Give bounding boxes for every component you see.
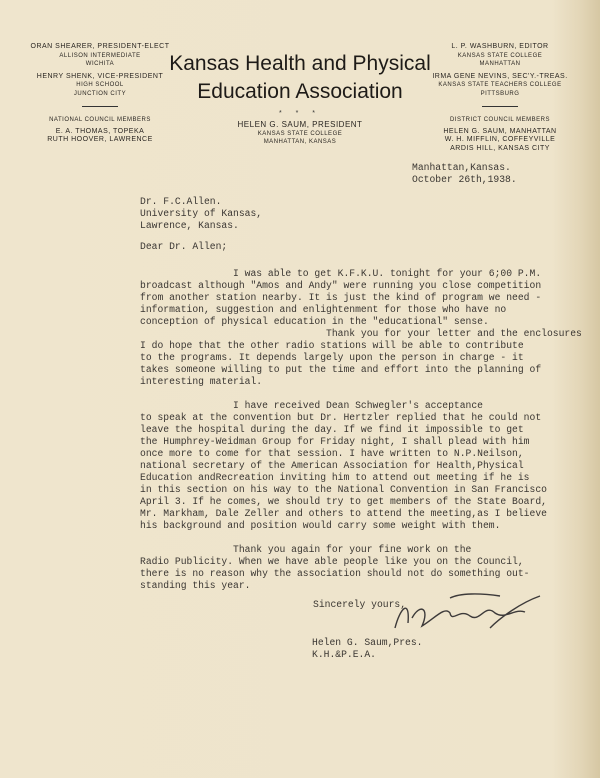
officer-affiliation: HIGH SCHOOL <box>76 82 124 88</box>
text-line: broadcast although "Amos and Andy" were running you close competition <box>140 280 542 291</box>
handwritten-signature <box>390 588 550 638</box>
text-line: I do hope that the other radio stations will be able to contribute <box>140 340 524 351</box>
title-line: Kansas Health and Physical <box>169 52 431 75</box>
text-line: information, suggestion and enlightenment for those who have no <box>140 304 507 315</box>
text-line: his background and position would carry some weight with them. <box>140 520 501 531</box>
letterhead-center <box>160 121 440 147</box>
text-line: interesting material. <box>140 376 263 387</box>
paragraph <box>140 328 582 388</box>
paragraph <box>140 400 547 532</box>
officer-name: L. P. WASHBURN, EDITOR <box>451 43 549 50</box>
text-line: University of Kansas, <box>140 208 263 219</box>
association-title <box>160 50 440 106</box>
dateline <box>412 162 517 186</box>
officer-name: HENRY SHENK, VICE-PRESIDENT <box>36 72 164 80</box>
salutation <box>140 241 227 253</box>
ornament: * * * <box>278 110 322 117</box>
council-member: W. H. MIFFLIN, COFFEYVILLE <box>444 136 556 143</box>
signature-block <box>312 637 422 661</box>
text-line: Mr. Markham, Dale Zeller and others to attend the meeting,as I believe <box>140 508 547 519</box>
text-line: Dear Dr. Allen; <box>140 241 228 252</box>
officer-affiliation: ALLISON INTERMEDIATE <box>59 52 141 59</box>
council-heading: NATIONAL COUNCIL MEMBERS <box>49 117 151 123</box>
text-line: Helen G. Saum,Pres. <box>312 637 423 648</box>
president-affiliation: KANSAS STATE COLLEGE <box>257 130 343 137</box>
council-member: E. A. THOMAS, TOPEKA <box>55 127 145 135</box>
text-line: there is no reason why the association should not do something out- <box>140 568 530 579</box>
text-line: Thank you for your letter and the enclosures <box>140 328 582 339</box>
paragraph <box>140 268 541 328</box>
text-line: once more to come for that session. I have written to N.P.Neilson, <box>140 448 524 459</box>
officer-affiliation: KANSAS STATE COLLEGE <box>457 52 543 59</box>
text-line: Lawrence, Kansas. <box>140 220 239 231</box>
text-line: from another station nearby. It is just the kind of program we need - <box>140 292 542 303</box>
text-line: to speak at the convention but Dr. Hertzler replied that he could not <box>140 412 542 423</box>
letterhead-right <box>430 43 570 153</box>
text-line: K.H.&P.E.A. <box>312 649 376 660</box>
president-city: MANHATTAN, KANSAS <box>263 139 337 145</box>
text-line: October 26th,1938. <box>412 174 517 185</box>
text-line: Thank you again for your fine work on the <box>140 544 472 555</box>
officer-name: ORAN SHEARER, PRESIDENT-ELECT <box>30 43 170 50</box>
text-line: I was able to get K.F.K.U. tonight for your 6;00 P.M. <box>140 268 542 279</box>
president-name: HELEN G. SAUM, PRESIDENT <box>237 120 363 129</box>
divider <box>82 106 118 107</box>
divider <box>482 106 518 107</box>
text-line: to the programs. It depends largely upon the person in charge - it <box>140 352 524 363</box>
officer-city: MANHATTAN <box>479 61 521 67</box>
text-line: Education andRecreation inviting him to attend out meeting if he is <box>140 472 530 483</box>
officer-name: IRMA GENE NEVINS, SEC'Y.-TREAS. <box>432 72 568 80</box>
text-line: I have received Dean Schwegler's acceptance <box>140 400 483 411</box>
text-line: the Humphrey-Weidman Group for Friday night, I shall plead with him <box>140 436 530 447</box>
council-heading: DISTRICT COUNCIL MEMBERS <box>449 117 550 123</box>
text-line: national secretary of the American Association for Health,Physical <box>140 460 524 471</box>
text-line: Manhattan,Kansas. <box>412 162 511 173</box>
title-line: Education Association <box>197 80 403 103</box>
text-line: takes someone willing to put the time and effort into the planning of <box>140 364 542 375</box>
text-line: in this section on his way to the National Convention in San Francisco <box>140 484 547 495</box>
officer-city: WICHITA <box>85 61 115 67</box>
inside-address <box>140 196 262 232</box>
council-member: HELEN G. SAUM, MANHATTAN <box>443 127 557 135</box>
text-line: Dr. F.C.Allen. <box>140 196 222 207</box>
council-member: RUTH HOOVER, LAWRENCE <box>47 136 153 143</box>
officer-city: JUNCTION CITY <box>73 90 127 97</box>
text-line: Radio Publicity. When we have able people like you on the Council, <box>140 556 524 567</box>
text-line: April 3. If he comes, we should try to get members of the State Board, <box>140 496 547 507</box>
text-line: standing this year. <box>140 580 251 591</box>
paragraph <box>140 544 530 592</box>
officer-city: PITTSBURG <box>480 90 520 97</box>
letterhead-left <box>30 43 170 145</box>
text-line: Sincerely yours, <box>220 599 407 610</box>
council-member: ARDIS HILL, KANSAS CITY <box>450 144 550 152</box>
text-line: conception of physical education in the "educational" sense. <box>140 316 489 327</box>
text-line: leave the hospital during the day. If we find it impossible to get <box>140 424 524 435</box>
closing <box>220 599 406 611</box>
officer-affiliation: KANSAS STATE TEACHERS COLLEGE <box>438 82 562 88</box>
